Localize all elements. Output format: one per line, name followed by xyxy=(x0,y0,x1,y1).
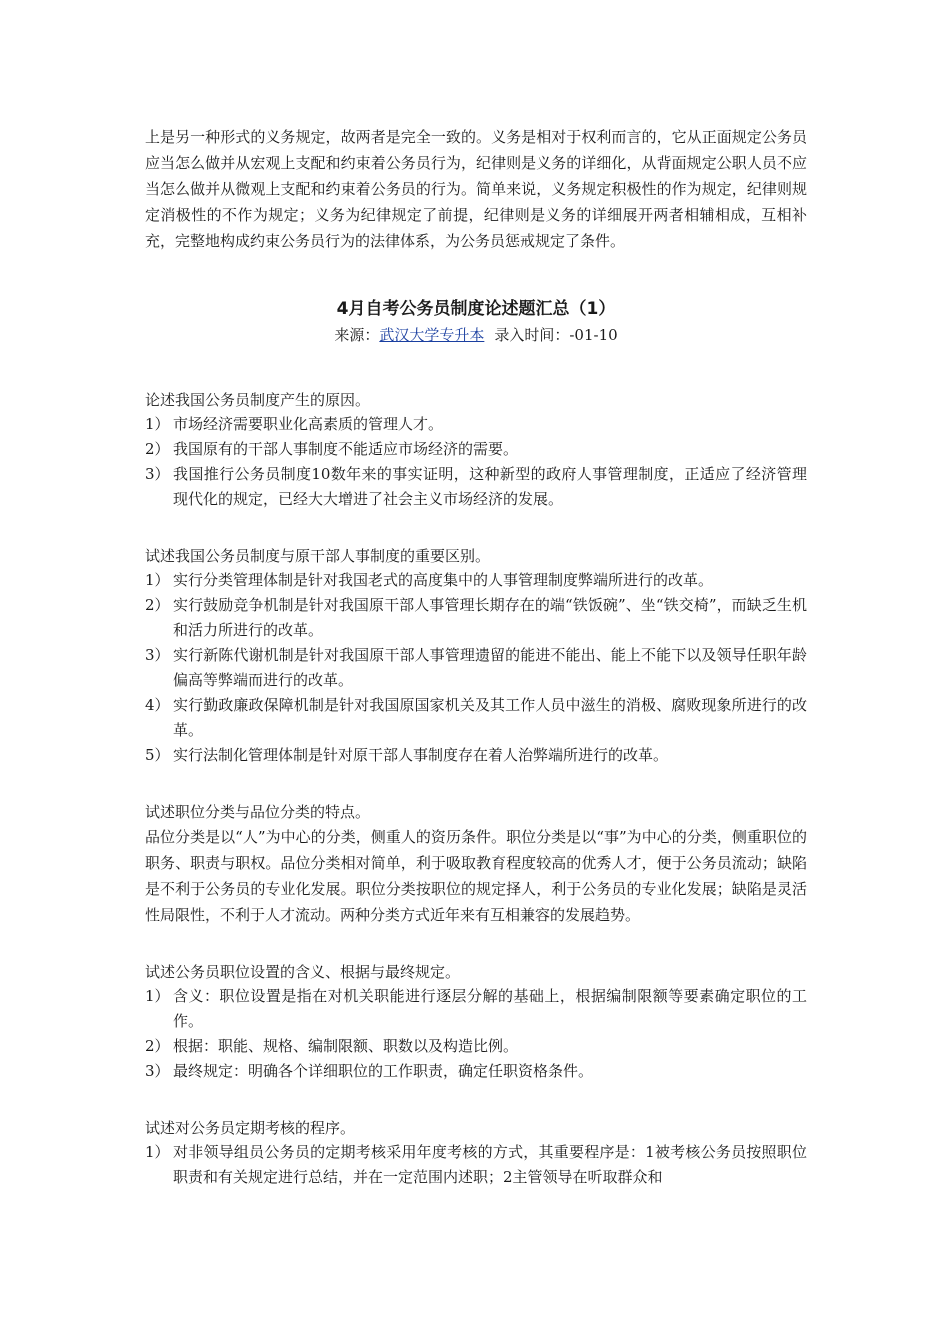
question-section xyxy=(145,388,807,512)
list-item-text: 含义：职位设置是指在对机关职能进行逐层分解的基础上，根据编制限额等要素确定职位的工作。 xyxy=(173,987,807,1030)
list-item xyxy=(145,984,807,1034)
list-item-number: 3） xyxy=(145,646,170,664)
question-section xyxy=(145,960,807,1084)
question-heading: 试述职位分类与品位分类的特点。 xyxy=(145,803,371,821)
source-link[interactable]: 武汉大学专升本 xyxy=(379,326,485,344)
list-item-text: 实行新陈代谢机制是针对我国原干部人事管理遗留的能进不能出、能上不能下以及领导任职年龄偏高等弊端而进行的改革。 xyxy=(173,646,807,689)
list-item-number: 1） xyxy=(145,571,170,589)
question-section xyxy=(145,800,807,928)
list-item xyxy=(145,693,807,743)
question-section xyxy=(145,1116,807,1190)
list-item-text: 根据：职能、规格、编制限额、职数以及构造比例。 xyxy=(173,1037,519,1055)
list-item-number: 5） xyxy=(145,746,170,764)
list-item-number: 1） xyxy=(145,987,170,1005)
list-item-number: 2） xyxy=(145,1037,170,1055)
answer-paragraph: 品位分类是以“人”为中心的分类，侧重人的资历条件。职位分类是以“事”为中心的分类，侧重职位的职务、职责与职权。品位分类相对简单，利于吸取教育程度较高的优秀人才，便于公务员流动；缺陷是不利于公务员的专业化发展。职位分类按职位的规定择人，利于公务员的专业化发展；缺陷是灵活性局限性，不利于人才流动。两种分类方式近年来有互相兼容的发展趋势。 xyxy=(145,828,807,924)
list-item-text: 实行鼓励竞争机制是针对我国原干部人事管理长期存在的端“铁饭碗”、坐“铁交椅”，而缺乏生机和活力所进行的改革。 xyxy=(173,596,807,639)
question-heading: 试述对公务员定期考核的程序。 xyxy=(145,1119,356,1137)
question-section xyxy=(145,544,807,768)
list-item-text: 最终规定：明确各个详细职位的工作职责，确定任职资格条件。 xyxy=(173,1062,594,1080)
list-item xyxy=(145,412,807,437)
list-item-text: 实行分类管理体制是针对我国老式的高度集中的人事管理制度弊端所进行的改革。 xyxy=(173,571,714,589)
source-label: 来源： xyxy=(334,326,380,344)
list-item xyxy=(145,462,807,512)
list-item xyxy=(145,593,807,643)
list-item xyxy=(145,568,807,593)
list-item xyxy=(145,1140,807,1190)
list-item-text: 实行勤政廉政保障机制是针对我国原国家机关及其工作人员中滋生的消极、腐败现象所进行的改革。 xyxy=(173,696,807,739)
list-item-text: 实行法制化管理体制是针对原干部人事制度存在着人治弊端所进行的改革。 xyxy=(173,746,669,764)
list-item xyxy=(145,743,807,768)
list-item-number: 3） xyxy=(145,465,170,483)
list-item xyxy=(145,1034,807,1059)
list-item-text: 对非领导组员公务员的定期考核采用年度考核的方式，其重要程序是：1被考核公务员按照职位职责和有关规定进行总结，并在一定范围内述职；2主管领导在听取群众和 xyxy=(173,1143,807,1186)
list-item-number: 3） xyxy=(145,1062,170,1080)
article-title: 4月自考公务员制度论述题汇总（1） xyxy=(336,299,616,319)
article-source-line xyxy=(145,322,807,348)
list-item-text: 我国推行公务员制度10数年来的事实证明，这种新型的政府人事管理制度，正适应了经济管理现代化的规定，已经大大增进了社会主义市场经济的发展。 xyxy=(173,465,807,508)
question-heading: 论述我国公务员制度产生的原因。 xyxy=(145,391,371,409)
list-item-text: 我国原有的干部人事制度不能适应市场经济的需要。 xyxy=(173,440,519,458)
question-heading: 试述我国公务员制度与原干部人事制度的重要区别。 xyxy=(145,547,491,565)
document-page xyxy=(145,124,807,1190)
entry-time: 录入时间：-01-10 xyxy=(494,326,618,344)
list-item-number: 4） xyxy=(145,696,170,714)
list-item xyxy=(145,643,807,693)
list-item-number: 1） xyxy=(145,1143,170,1161)
question-heading: 试述公务员职位设置的含义、根据与最终规定。 xyxy=(145,963,461,981)
list-item xyxy=(145,1059,807,1084)
list-item-text: 市场经济需要职业化高素质的管理人才。 xyxy=(173,415,444,433)
list-item xyxy=(145,437,807,462)
list-item-number: 2） xyxy=(145,440,170,458)
intro-paragraph: 上是另一种形式的义务规定，故两者是完全一致的。义务是相对于权利而言的，它从正面规定公务员应当怎么做并从宏观上支配和约束着公务员行为，纪律则是义务的详细化，从背面规定公职人员不应当怎么做并从微观上支配和约束着公务员的行为。简单来说，义务规定积极性的作为规定，纪律则规定消极性的不作为规定；义务为纪律规定了前提，纪律则是义务的详细展开两者相辅相成，互相补充，完整地构成约束公务员行为的法律体系，为公务员惩戒规定了条件。 xyxy=(145,128,807,250)
list-item-number: 2） xyxy=(145,596,170,614)
list-item-number: 1） xyxy=(145,415,170,433)
